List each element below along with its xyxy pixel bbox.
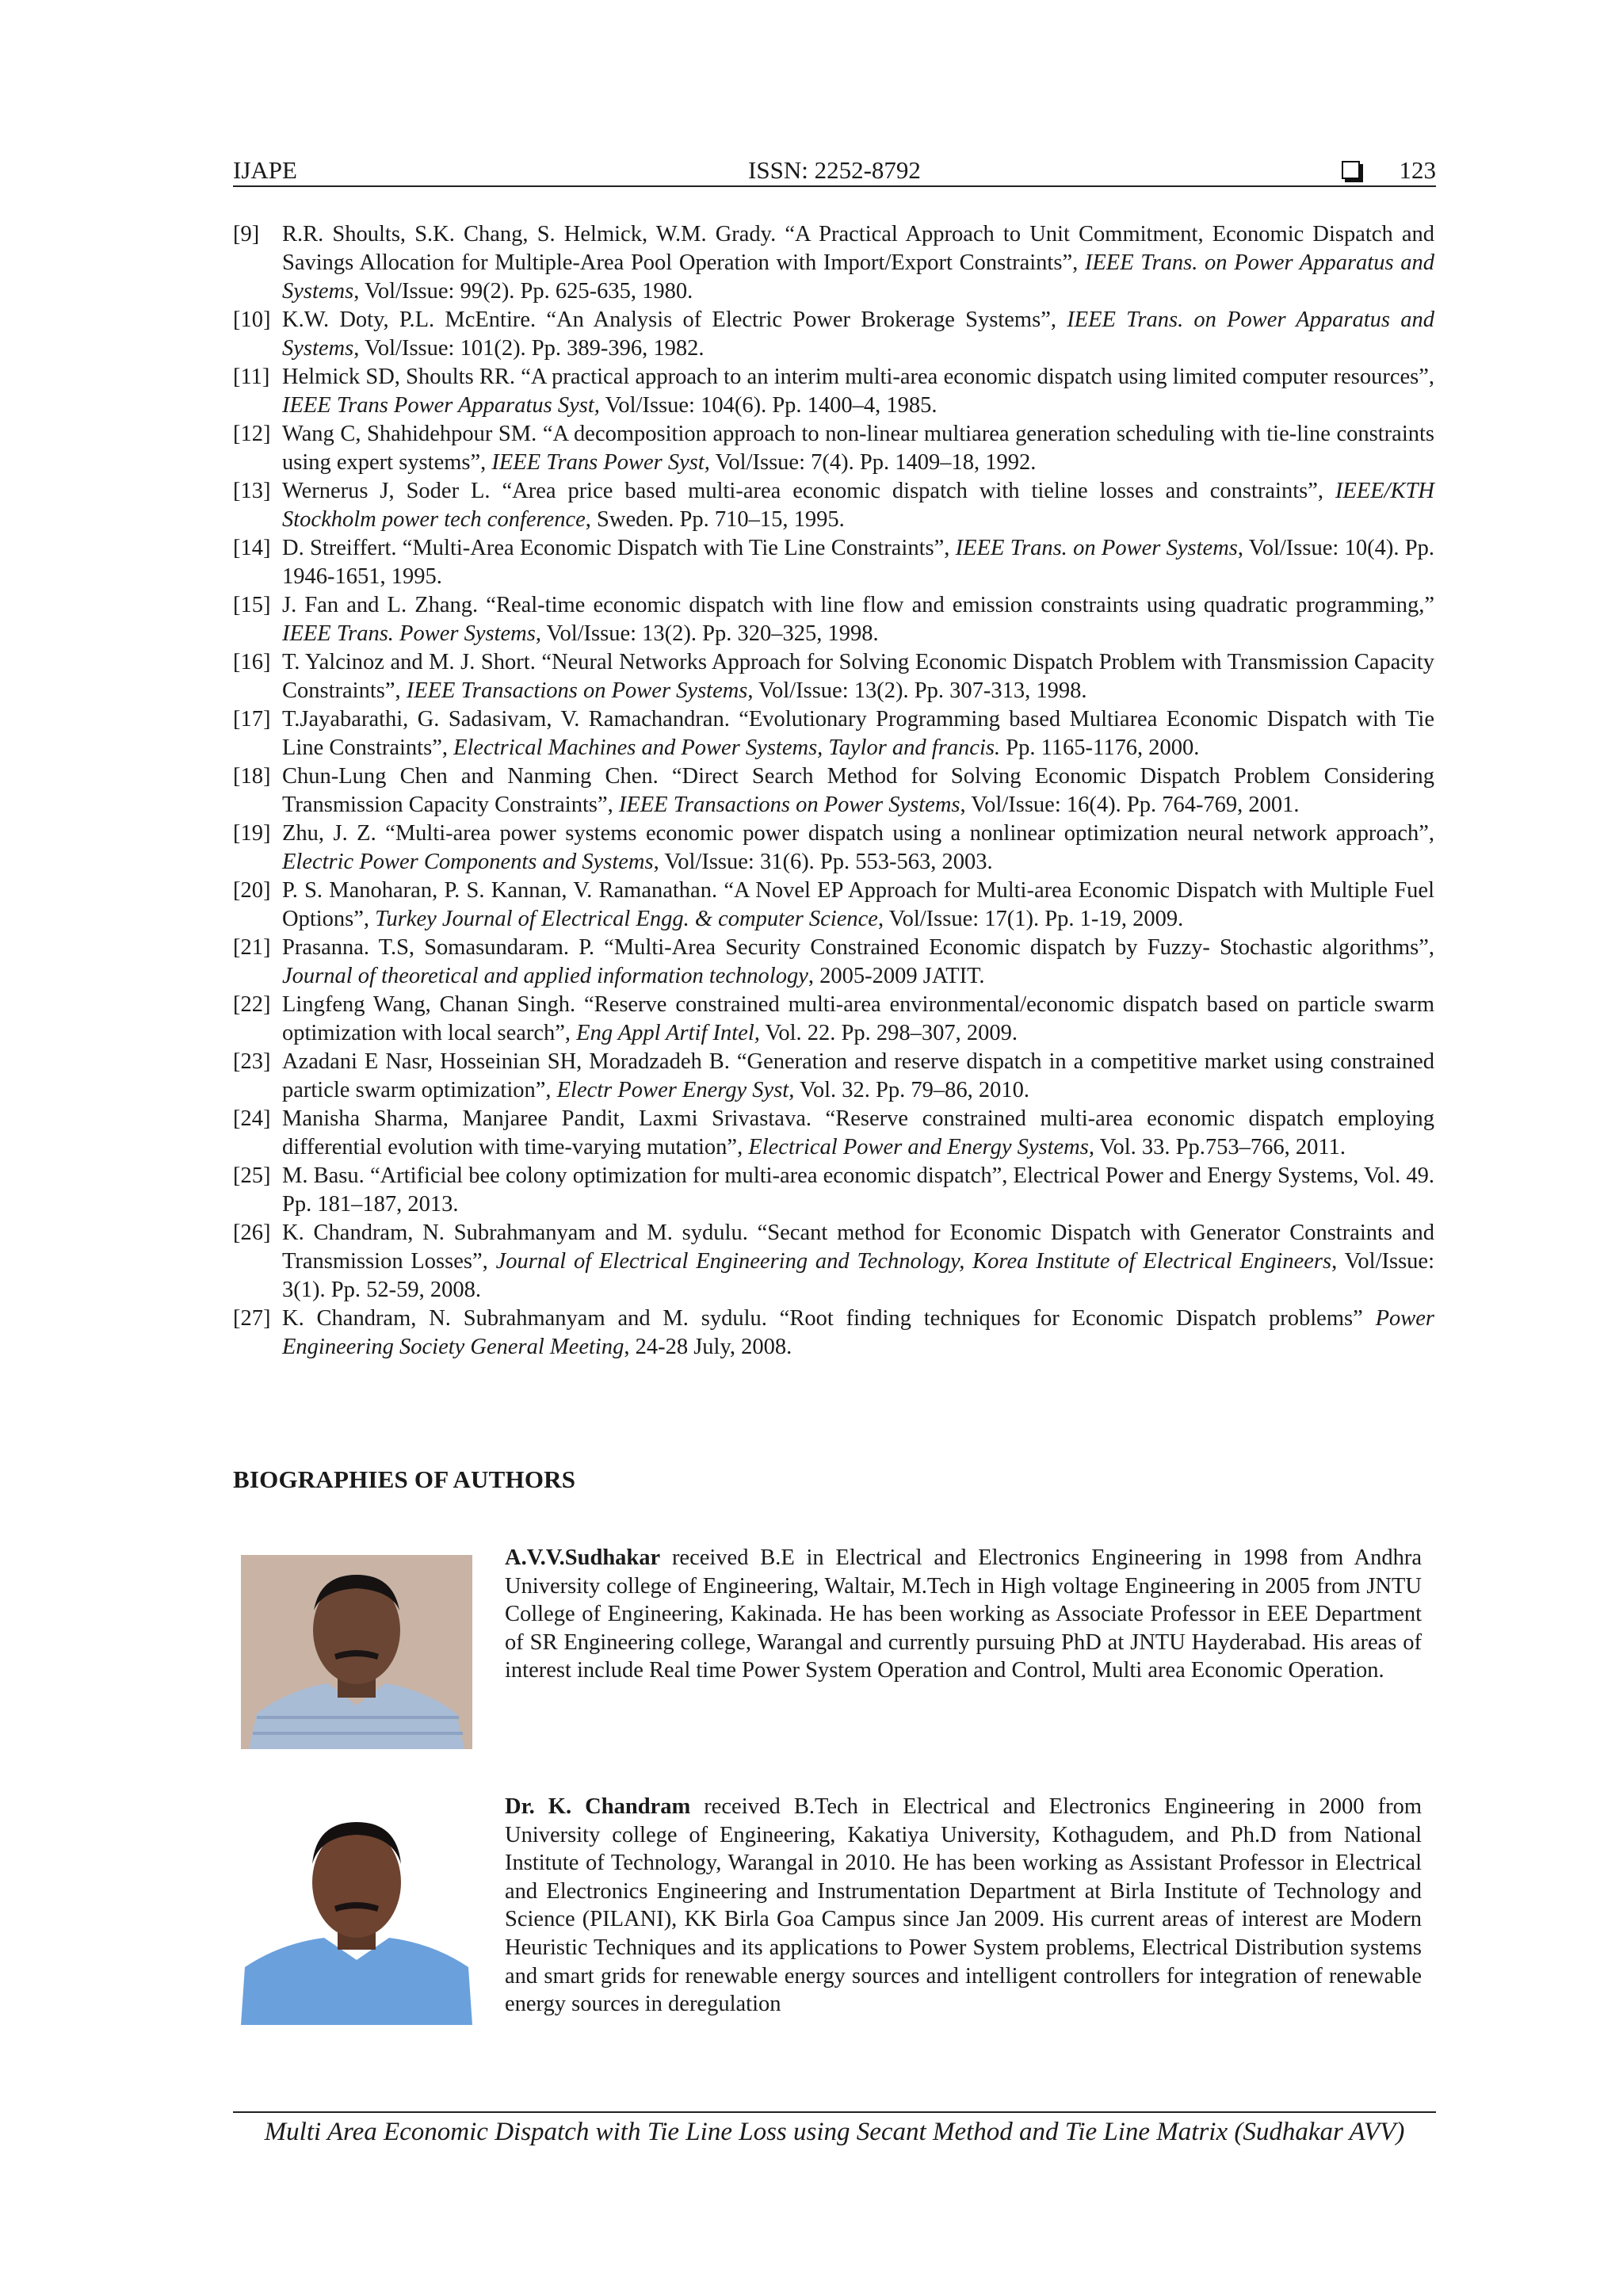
reference-text: Vol. 22. Pp. 298–307, 2009.: [759, 1021, 1018, 1045]
reference-item: [233, 705, 1434, 762]
reference-source: Electric Power Components and Systems: [282, 850, 654, 874]
author-bio-sudhakar: [505, 1544, 1422, 1685]
reference-text: K. Chandram, N. Subrahmanyam and M. sydulu. “Root finding techniques for Economic Dispatch problems”: [282, 1306, 1376, 1331]
reference-number: [21]: [233, 935, 271, 960]
reference-source: Journal of Electrical Engineering and Technology, Korea Institute of Electrical Engineers: [495, 1249, 1332, 1274]
reference-number: [22]: [233, 992, 271, 1017]
reference-text: , Vol/Issue: 99(2). Pp. 625-635, 1980.: [353, 279, 693, 304]
reference-text: T.Jayabarathi, G. Sadasivam, V. Ramachandran. “Evolutionary Programming based Multiarea Economic Dispatch with Tie Line Constraints”,: [282, 707, 1434, 760]
reference-source: Eng Appl Artif Intel,: [576, 1021, 760, 1045]
reference-text: Vol/Issue: 7(4). Pp. 1409–18, 1992.: [709, 450, 1037, 475]
reference-text: Helmick SD, Shoults RR. “A practical approach to an interim multi-area economic dispatch using limited computer resources”,: [282, 365, 1434, 389]
reference-text: , Vol/Issue: 10(4). Pp. 1946-1651, 1995.: [282, 536, 1434, 589]
author-bio-text: received B.E in Electrical and Electronics Engineering in 1998 from Andhra University college of Engineering, Waltair, M.Tech in High voltage Engineering in 2005 from JNTU College of Engineering, Kakinada. He has been working as Associate Professor in EEE Department of SR Engineering college, Warangal and currently pursuing PhD at JNTU Hayderabad. His areas of interest include Real time Power System Operation and Control, Multi area Economic Operation.: [505, 1545, 1422, 1683]
reference-text: R.R. Shoults, S.K. Chang, S. Helmick, W.M. Grady. “A Practical Approach to Unit Commitment, Economic Dispatch and Savings Allocation for Multiple-Area Pool Operation with Import/Export Constraints”,: [282, 222, 1434, 275]
reference-source: IEEE Trans. on Power Apparatus and Systems: [282, 308, 1434, 361]
page-number-group: [1342, 155, 1437, 185]
reference-item: [233, 420, 1434, 477]
reference-text: , Vol/Issue: 101(2). Pp. 389-396, 1982.: [353, 336, 705, 361]
reference-text: Prasanna. T.S, Somasundaram. P. “Multi-Area Security Constrained Economic dispatch by Fuzzy- Stochastic algorithms”,: [282, 935, 1434, 960]
running-header: [233, 155, 1436, 187]
reference-text: Wernerus J, Soder L. “Area price based multi-area economic dispatch with tieline losses and constraints”,: [282, 479, 1335, 503]
reference-text: Pp. 1165-1176, 2000.: [1000, 735, 1200, 760]
reference-item: [233, 591, 1434, 648]
reference-text: T. Yalcinoz and M. J. Short. “Neural Networks Approach for Solving Economic Dispatch Problem with Transmission Capacity Constraints”,: [282, 650, 1434, 703]
reference-item: [233, 477, 1434, 534]
reference-number: [15]: [233, 593, 271, 617]
reference-item: [233, 991, 1434, 1048]
reference-text: M. Basu. “Artificial bee colony optimization for multi-area economic dispatch”, Electrical Power and Energy Systems, Vol. 49. Pp. 181–187, 2013.: [282, 1163, 1434, 1217]
reference-item: [233, 819, 1434, 877]
reference-text: Wang C, Shahidehpour SM. “A decomposition approach to non-linear multiarea generation scheduling with tie-line constraints using expert systems”,: [282, 422, 1434, 475]
reference-number: [20]: [233, 878, 271, 903]
reference-item: [233, 1219, 1434, 1305]
running-footer: Multi Area Economic Dispatch with Tie Line Loss using Secant Method and Tie Line Matrix (Sudhakar AVV): [264, 2118, 1405, 2146]
author-bio-text: received B.Tech in Electrical and Electronics Engineering in 2000 from University college of Engineering, Kakatiya University, Kothagudem, and Ph.D from National Institute of Technology, Warangal in 2010. He has been working as Assistant Professor in Electrical and Electronics Engineering and Instrumentation Department at Birla Institute of Technology and Science (PILANI), KK Birla Goa Campus since Jan 2009. His current areas of interest are Modern Heuristic Techniques and its applications to Power System problems, Electrical Distribution systems and smart grids for renewable energy sources and intelligent controllers for integration of renewable energy sources in deregulation: [505, 1794, 1422, 2017]
reference-source: Electrical Machines and Power Systems, Taylor and francis.: [453, 735, 1001, 760]
reference-list: [233, 220, 1434, 1362]
checkbox-square-icon: [1342, 161, 1360, 179]
reference-text: , Vol/Issue: 16(4). Pp. 764-769, 2001.: [960, 793, 1300, 817]
reference-item: [233, 220, 1434, 306]
reference-item: [233, 1305, 1434, 1362]
reference-item: [233, 1162, 1434, 1219]
reference-number: [14]: [233, 536, 271, 560]
reference-source: Turkey Journal of Electrical Engg. & computer Science: [375, 907, 878, 931]
biographies-heading: BIOGRAPHIES OF AUTHORS: [233, 1465, 576, 1493]
reference-text: , Vol/Issue: 13(2). Pp. 307-313, 1998.: [747, 678, 1087, 703]
reference-item: [233, 534, 1434, 591]
reference-source: Electr Power Energy Syst,: [556, 1078, 795, 1102]
reference-source: IEEE/KTH Stockholm power tech conference: [282, 479, 1434, 532]
reference-text: , Vol/Issue: 3(1). Pp. 52-59, 2008.: [282, 1249, 1434, 1302]
reference-number: [10]: [233, 308, 271, 332]
page-number: 123: [1399, 156, 1436, 184]
reference-text: Zhu, J. Z. “Multi-area power systems economic power dispatch using a nonlinear optimization neural network approach”,: [282, 821, 1434, 846]
reference-text: , Sweden. Pp. 710–15, 1995.: [585, 507, 845, 532]
reference-text: , Vol/Issue: 13(2). Pp. 320–325, 1998.: [535, 621, 879, 646]
reference-item: [233, 934, 1434, 991]
reference-item: [233, 306, 1434, 363]
reference-item: [233, 648, 1434, 705]
reference-item: [233, 1105, 1434, 1162]
author-bio-chandram: [505, 1793, 1422, 2019]
reference-item: [233, 1048, 1434, 1105]
reference-source: Journal of theoretical and applied information technology: [282, 964, 808, 988]
reference-text: Lingfeng Wang, Chanan Singh. “Reserve constrained multi-area environmental/economic dispatch based on particle swarm optimization with local search”,: [282, 992, 1434, 1045]
reference-source: Electrical Power and Energy Systems,: [748, 1135, 1094, 1159]
reference-number: [9]: [233, 222, 260, 246]
reference-source: IEEE Trans Power Syst,: [491, 450, 710, 475]
reference-number: [19]: [233, 821, 271, 846]
reference-number: [27]: [233, 1306, 271, 1331]
reference-text: , 24-28 July, 2008.: [624, 1335, 792, 1359]
reference-number: [12]: [233, 422, 271, 446]
reference-text: D. Streiffert. “Multi-Area Economic Dispatch with Tie Line Constraints”,: [282, 536, 956, 560]
reference-item: [233, 363, 1434, 420]
reference-number: [26]: [233, 1221, 271, 1245]
author-photo-sudhakar: [241, 1555, 472, 1749]
reference-source: Power Engineering Society General Meeting: [282, 1306, 1434, 1359]
author-name: A.V.V.Sudhakar: [505, 1545, 661, 1570]
reference-number: [18]: [233, 764, 271, 789]
reference-text: , Vol/Issue: 17(1). Pp. 1-19, 2009.: [877, 907, 1184, 931]
reference-number: [17]: [233, 707, 271, 732]
reference-number: [16]: [233, 650, 271, 674]
reference-number: [11]: [233, 365, 270, 389]
reference-number: [24]: [233, 1106, 271, 1131]
reference-text: Vol. 32. Pp. 79–86, 2010.: [794, 1078, 1030, 1102]
journal-name: IJAPE: [233, 156, 297, 184]
reference-item: [233, 877, 1434, 934]
reference-source: IEEE Trans. on Power Systems: [955, 536, 1238, 560]
reference-source: IEEE Trans. on Power Apparatus and Systems: [282, 250, 1434, 304]
reference-text: Vol. 33. Pp.753–766, 2011.: [1094, 1135, 1346, 1159]
reference-text: K.W. Doty, P.L. McEntire. “An Analysis of Electric Power Brokerage Systems”,: [282, 308, 1067, 332]
reference-source: IEEE Transactions on Power Systems: [618, 793, 960, 817]
reference-text: , 2005-2009 JATIT.: [808, 964, 985, 988]
reference-text: Vol/Issue: 104(6). Pp. 1400–4, 1985.: [599, 393, 938, 418]
reference-text: Chun-Lung Chen and Nanming Chen. “Direct Search Method for Solving Economic Dispatch Problem Considering Transmission Capacity Constraints”,: [282, 764, 1434, 817]
reference-number: [23]: [233, 1049, 271, 1074]
portrait-icon: [241, 1555, 472, 1749]
footer-rule: [233, 2111, 1436, 2113]
issn: ISSN: 2252-8792: [748, 156, 921, 184]
reference-number: [13]: [233, 479, 271, 503]
reference-text: Azadani E Nasr, Hosseinian SH, Moradzadeh B. “Generation and reserve dispatch in a competitive market using constrained particle swarm optimization”,: [282, 1049, 1434, 1102]
reference-text: Manisha Sharma, Manjaree Pandit, Laxmi Srivastava. “Reserve constrained multi-area economic dispatch employing differential evolution with time-varying mutation”,: [282, 1106, 1434, 1159]
reference-text: , Vol/Issue: 31(6). Pp. 553-563, 2003.: [653, 850, 993, 874]
reference-source: IEEE Transactions on Power Systems: [406, 678, 748, 703]
reference-text: J. Fan and L. Zhang. “Real-time economic dispatch with line flow and emission constraints using quadratic programming,”: [282, 593, 1434, 617]
reference-item: [233, 762, 1434, 819]
reference-source: IEEE Trans Power Apparatus Syst,: [282, 393, 600, 418]
author-name: Dr. K. Chandram: [505, 1794, 691, 1819]
reference-source: IEEE Trans. Power Systems: [282, 621, 536, 646]
reference-number: [25]: [233, 1163, 271, 1188]
reference-text: P. S. Manoharan, P. S. Kannan, V. Ramanathan. “A Novel EP Approach for Multi-area Economic Dispatch with Multiple Fuel Options”,: [282, 878, 1434, 931]
author-photo-chandram: [241, 1805, 472, 2025]
portrait-icon: [241, 1805, 472, 2025]
reference-text: K. Chandram, N. Subrahmanyam and M. sydulu. “Secant method for Economic Dispatch with Generator Constraints and Transmission Losses”,: [282, 1221, 1434, 1274]
